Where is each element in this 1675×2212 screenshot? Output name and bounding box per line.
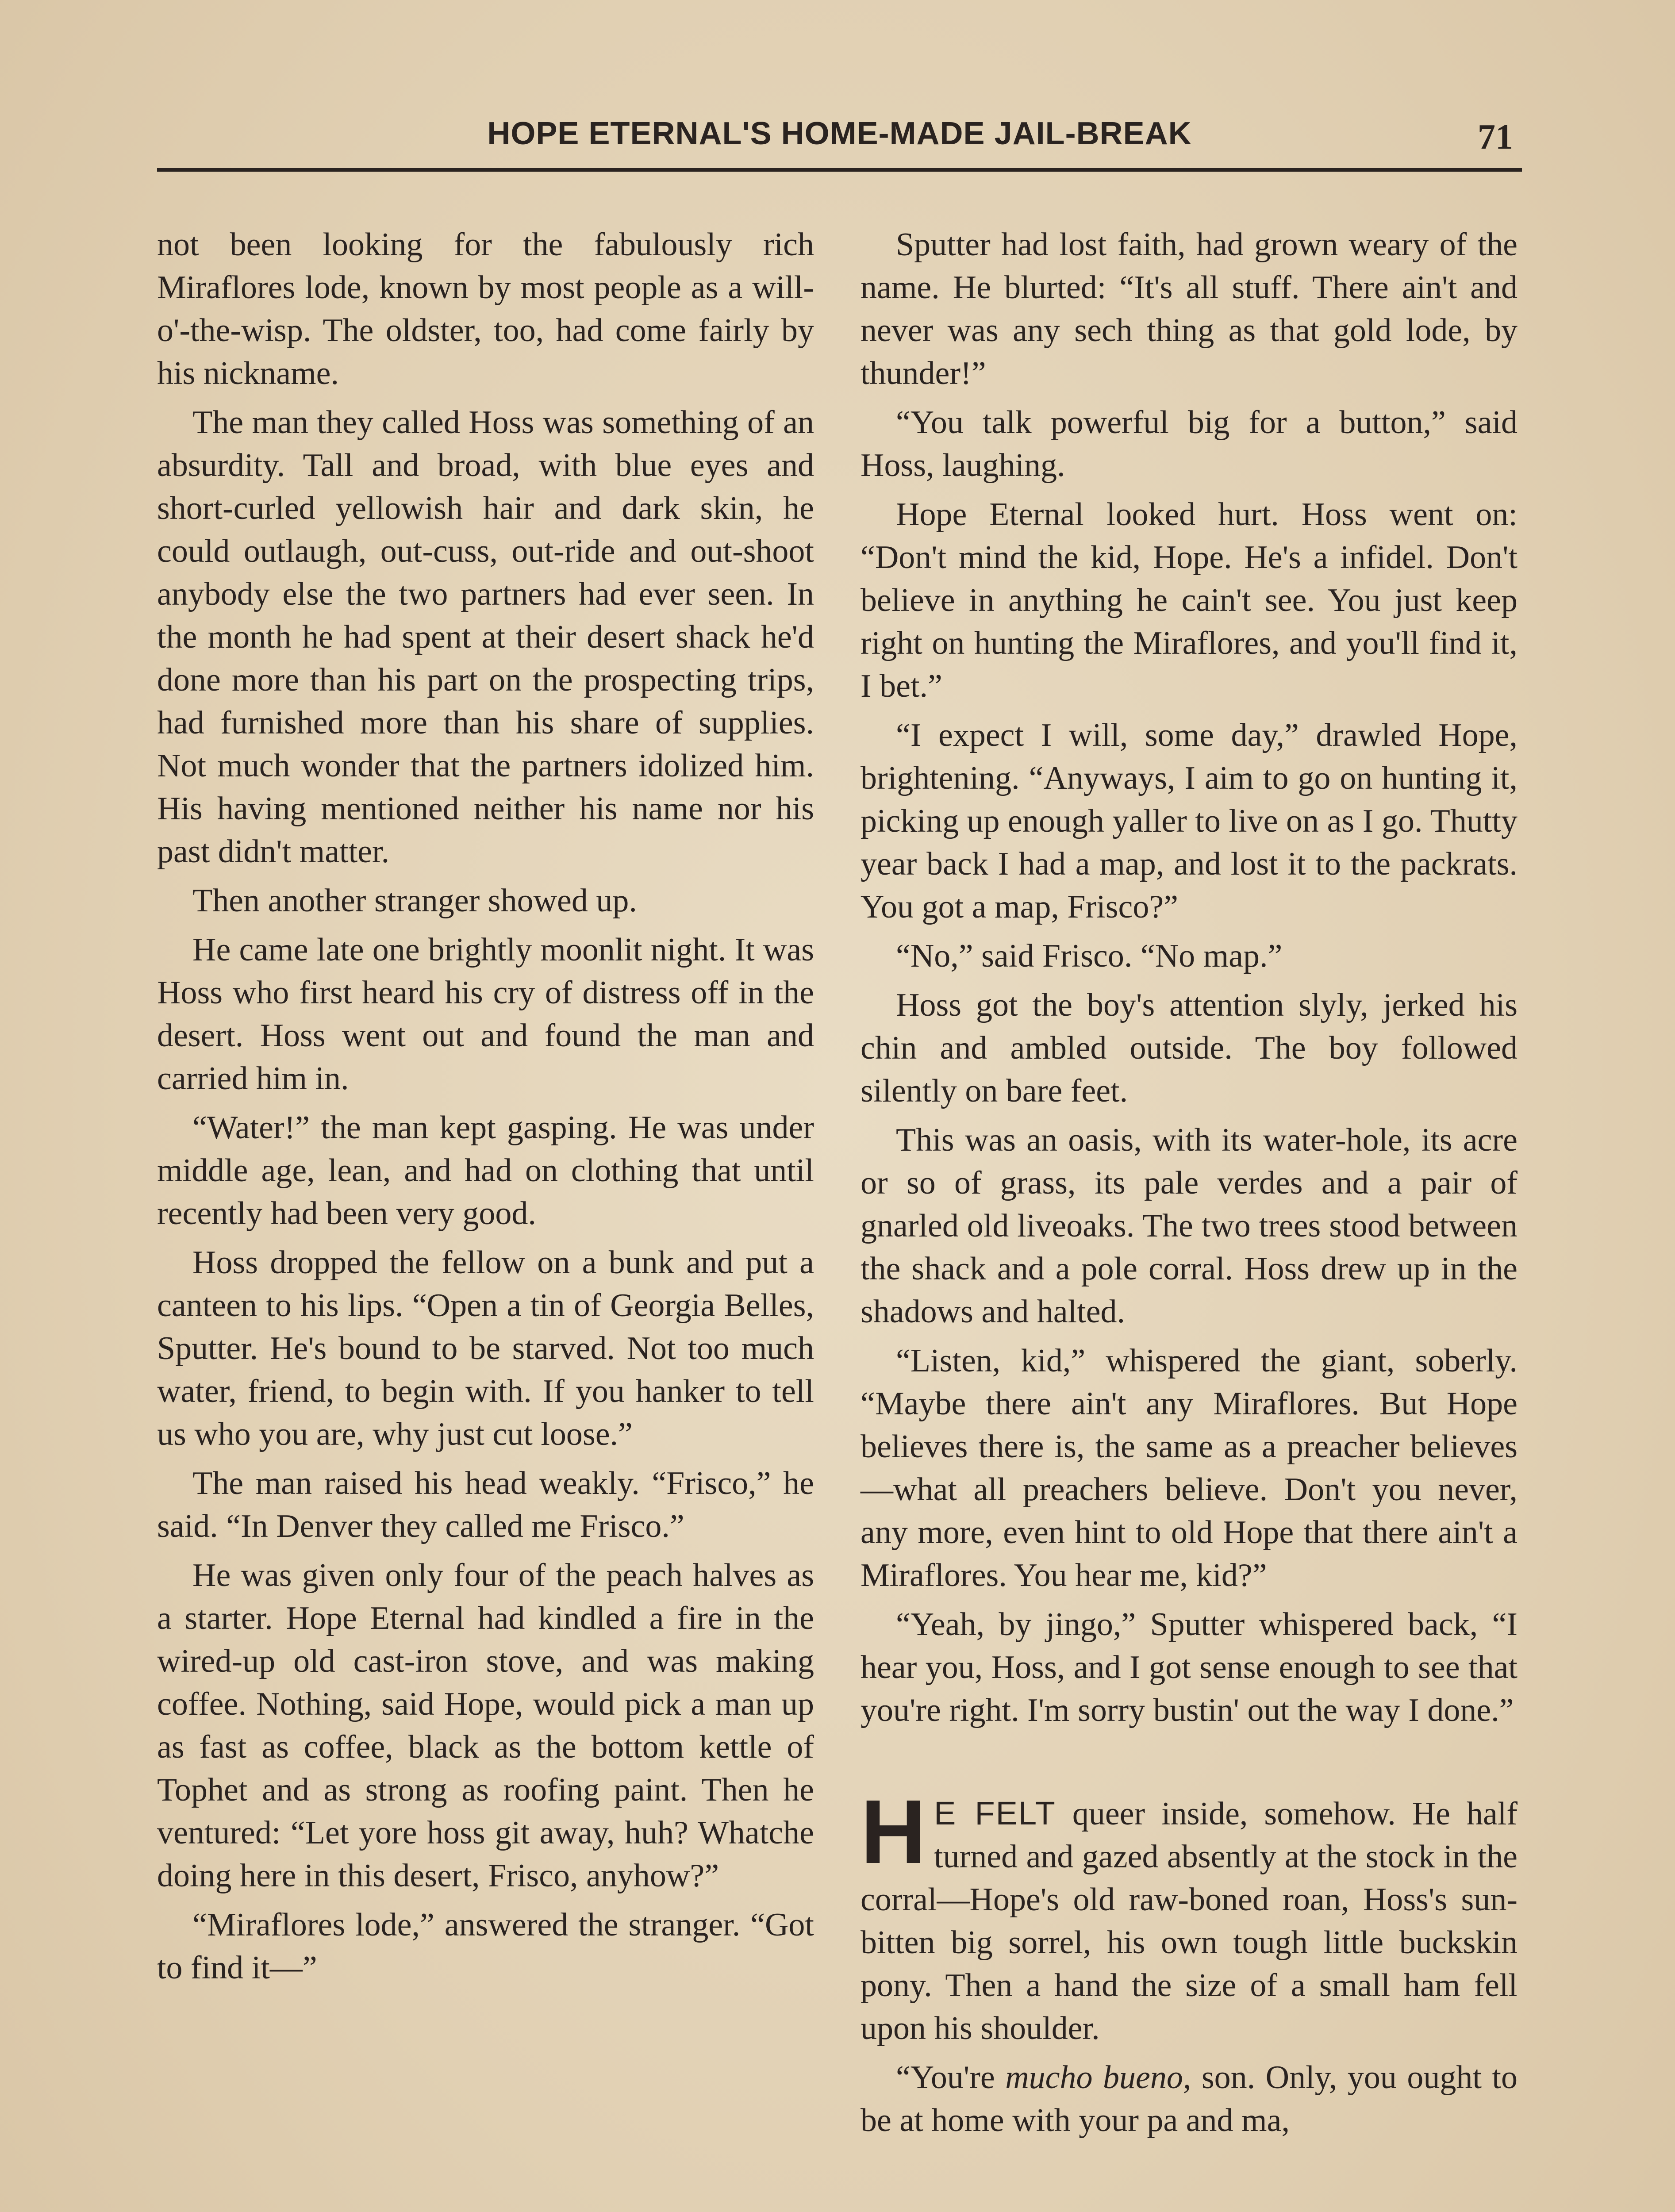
paragraph: Hope Eternal looked hurt. Hoss went on: “Don't mind the kid, Hope. He's a infidel. Don't believe in anything he cain't see. You just keep right on hunting the Miraflores, and you'll find it, I bet.” (861, 496, 1517, 704)
paragraph: “You talk powerful big for a button,” said Hoss, laughing. (861, 404, 1517, 484)
paragraph: “Yeah, by jingo,” Sputter whispered back, “I hear you, Hoss, and I got sense enough to see that you're right. I'm sorry bustin' out the way I done.” (861, 1606, 1517, 1728)
lead-text: queer inside, somehow. He half turned and gazed absently at the stock in the corral—Hope's old raw-boned roan, Hoss's sun-bitten big sorrel, his own tough little buckskin pony. Then a hand the size of a small ham fell upon his shoulder. (861, 1796, 1518, 2047)
paragraph: This was an oasis, with its water-hole, its acre or so of grass, its pale verdes and a pair of gnarled old liveoaks. The two trees stood between the shack and a pole corral. Hoss drew up in the shadows and halted. (861, 1122, 1517, 1330)
drop-cap: H (861, 1781, 926, 1882)
paragraph: “Listen, kid,” whispered the giant, soberly. “Maybe there ain't any Miraflores. But Hope believes there is, the same as a preacher believes—what all preachers believe. Don't you never, any more, even hint to old Hope that there ain't a Miraflores. You hear me, kid?” (861, 1343, 1517, 1594)
paragraph: “I expect I will, some day,” drawled Hope, brightening. “Anyways, I aim to go on hunting it, picking up enough yaller to live on as I go. Thutty year back I had a map, and lost it to the packrats. You got a map, Frisco?” (861, 717, 1517, 925)
paragraph: The man raised his head weakly. “Frisco,” he said. “In Denver they called me Frisco.” (157, 1465, 814, 1544)
paragraph: Then another stranger showed up. (192, 883, 637, 919)
italic-phrase: mucho bueno, (1005, 2059, 1191, 2096)
paragraph: Sputter had lost faith, had grown weary of the name. He blurted: “It's all stuff. There ain't and never was any sech thing as that gold lode, by thunder!” (861, 227, 1517, 392)
final-paragraph (861, 2056, 1517, 2142)
paragraph: “No,” said Frisco. “No map.” (896, 938, 1283, 974)
paragraph: “Water!” the man kept gasping. He was under middle age, lean, and had on clothing that until recently had been very good. (157, 1110, 814, 1232)
paragraph: “Miraflores lode,” answered the stranger. “Got to find it—” (157, 1907, 814, 1986)
paragraph: He was given only four of the peach halves as a starter. Hope Eternal had kindled a fire in the wired-up old cast-iron stove, and was making coffee. Nothing, said Hope, would pick a man up as fast as coffee, black as the bottom kettle of Tophet and as strong as roofing paint. Then he ventured: “Let yore hoss git away, huh? Whatche doing here in this desert, Frisco, anyhow?” (157, 1557, 814, 1894)
text-run: son. Only, you ought to be at home with your pa and ma, (861, 2059, 1517, 2139)
section-opening-paragraph (861, 1781, 1518, 2050)
paragraph: He came late one brightly moonlit night. It was Hoss who first heard his cry of distress off in the desert. Hoss went out and found the man and carried him in. (157, 932, 814, 1097)
left-column (157, 223, 814, 1996)
paragraph: The man they called Hoss was something of an absurdity. Tall and broad, with blue eyes and short-curled yellowish hair and dark skin, he could outlaugh, out-cuss, out-ride and out-shoot anybody else the two partners had ever seen. In the month he had spent at their desert shack he'd done more than his part on the prospecting trips, had furnished more than his share of supplies. Not much wonder that the partners idolized him. His having mentioned neither his name nor his past didn't matter. (157, 404, 814, 870)
paragraph: not been looking for the fabulously rich Miraflores lode, known by most people as a will-o'-the-wisp. The oldster, too, had come fairly by his nickname. (157, 227, 814, 392)
page-number: 71 (1478, 118, 1513, 157)
running-title: HOPE ETERNAL'S HOME-MADE JAIL-BREAK (487, 116, 1192, 151)
running-header (157, 113, 1522, 172)
paragraph: Hoss dropped the fellow on a bunk and put a canteen to his lips. “Open a tin of Georgia Belles, Sputter. He's bound to be starved. Not too much water, friend, to begin with. If you hanker to tell us who you are, why just cut loose.” (157, 1244, 814, 1452)
lead-in: E FELT (934, 1795, 1056, 1832)
right-column (861, 223, 1517, 2148)
paragraph: Hoss got the boy's attention slyly, jerked his chin and ambled outside. The boy followed silently on bare feet. (861, 987, 1517, 1109)
text-run: “You're (896, 2059, 1006, 2096)
